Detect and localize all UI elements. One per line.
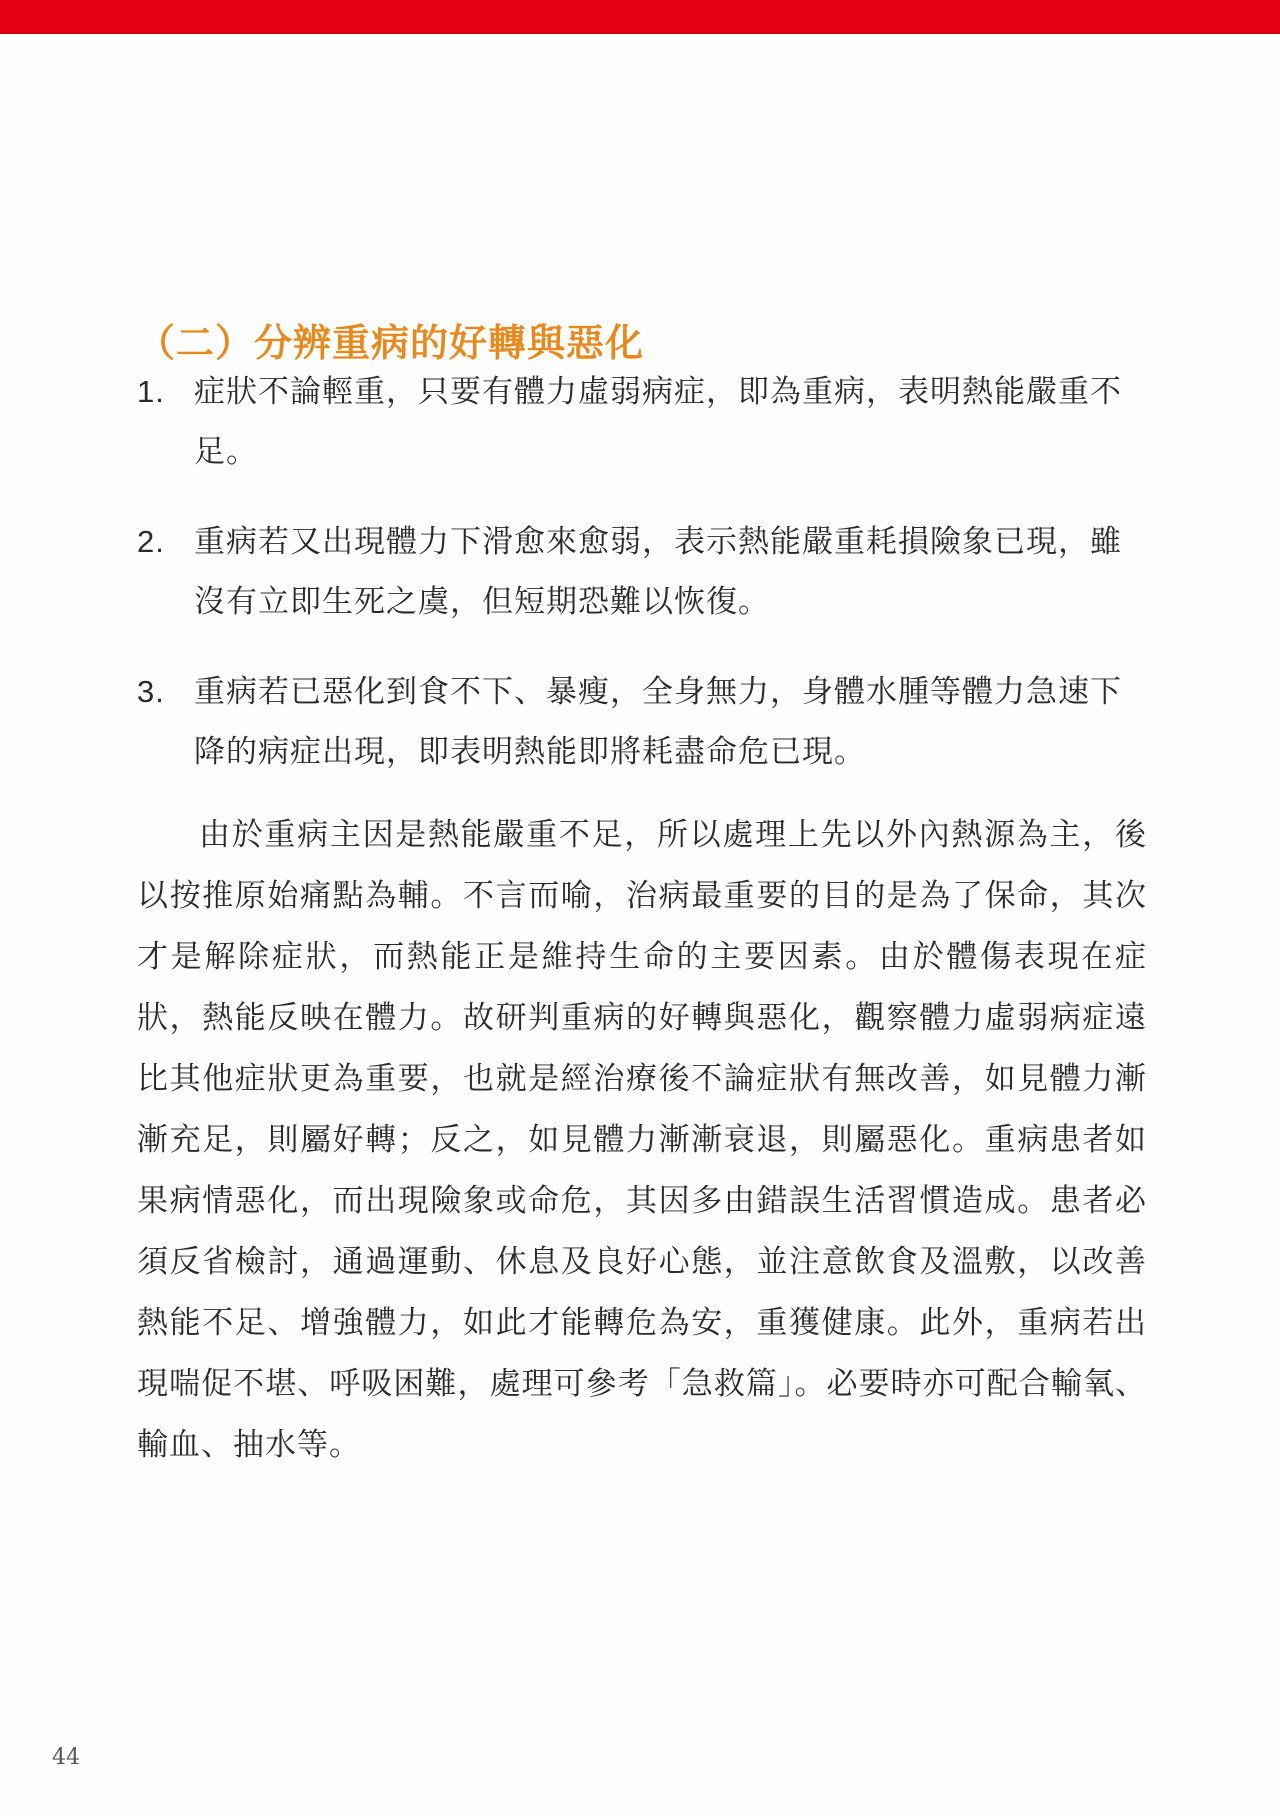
- list-item-text: 症狀不論輕重，只要有體力虛弱病症，即為重病，表明熱能嚴重不足。: [194, 374, 1122, 470]
- body-paragraph: 由於重病主因是熱能嚴重不足，所以處理上先以外內熱源為主，後以按推原始痛點為輔。不言而喻，治病最重要的目的是為了保命，其次才是解除症狀，而熱能正是維持生命的主要因素。由於體傷表現在症狀，熱能反映在體力。故研判重病的好轉與惡化，觀察體力虛弱病症遠比其他症狀更為重要，也就是經治療後不論症狀有無改善，如見體力漸漸充足，則屬好轉；反之，如見體力漸漸衰退，則屬惡化。重病患者如果病情惡化，而出現險象或命危，其因多由錯誤生活習慣造成。患者必須反省檢討，通過運動、休息及良好心態，並注意飲食及溫敷，以改善熱能不足、增強體力，如此才能轉危為安，重獲健康。此外，重病若出現喘促不堪、呼吸困難，處理可參考「急救篇」。必要時亦可配合輸氧、輸血、抽水等。: [137, 817, 1147, 1463]
- list-item-text: 重病若已惡化到食不下、暴瘦，全身無力，身體水腫等體力急速下降的病症出現，即表明熱能即將耗盡命危已現。: [194, 674, 1122, 770]
- list-item: [137, 362, 1147, 482]
- list-item: [137, 662, 1147, 782]
- list-item-text: 重病若又出現體力下滑愈來愈弱，表示熱能嚴重耗損險象已現，雖沒有立即生死之虞，但短期恐難以恢復。: [194, 524, 1122, 620]
- page-number: 44: [52, 1745, 80, 1770]
- top-accent-bar: [0, 0, 1280, 34]
- list-item-number: 2.: [137, 524, 165, 559]
- list-item-number: 1.: [137, 374, 165, 409]
- list-item: [137, 512, 1147, 632]
- section-heading: （二）分辨重病的好轉與惡化: [137, 319, 645, 365]
- list-item-number: 3.: [137, 674, 165, 709]
- criteria-list: [137, 362, 1147, 812]
